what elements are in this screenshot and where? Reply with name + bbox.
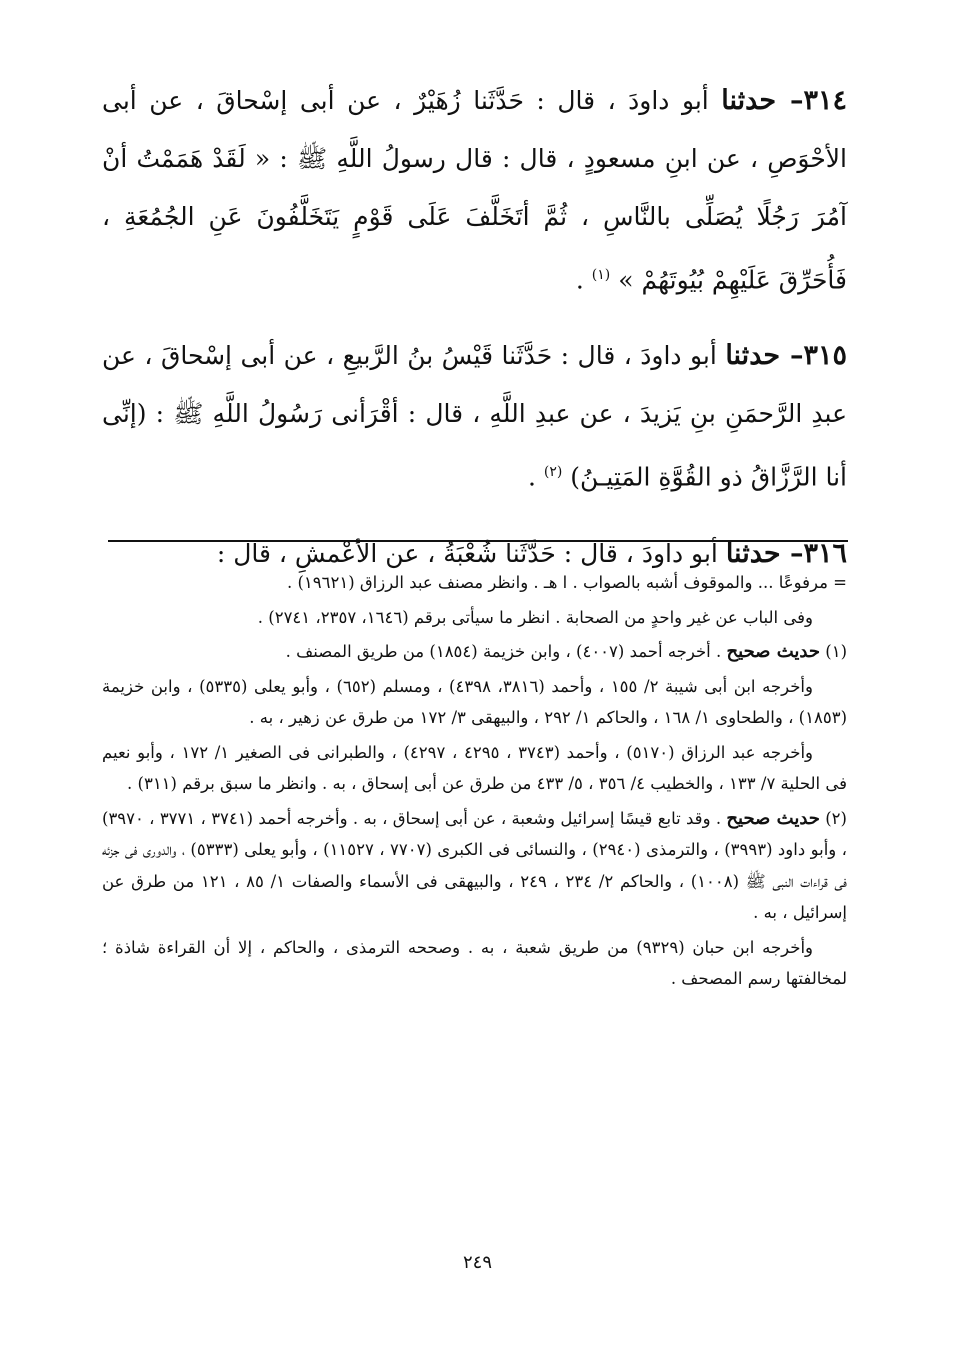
footnote-grade: حديث صحيح [726,807,820,829]
footnote-number: (١) [825,642,847,661]
hadith-lead: – حدثنا [721,85,804,116]
footnote-text: وقد تابع قيسًا إسرائيل وشعبة ، عن أبى إسحاق ، به . وأخرجه أحمد (٣٧٤١ ، ٣٧٧١ ، ٣٩٧٠) ، وأبو داود (٣٩٩٣) ، والترمذى (٢٩٤٠) ، والنسائى فى الكبرى (٧٧٠٧ ، ١١٥٢٧) ، وأبو يعلى (٥٣٣٣) ، والدورى فى جزئه فى قراءات النبى ﷺ (١٠٠٨) ، والحاكم ٢/ ٢٣٤ ، ٢٤٩ ، والبيهقى فى الأسماء والصفات ١/ ٨٥ ، ١٢١ من طرق عن إسرائيل ، به . [102,808,847,922]
footnote-marker: (٢) [543,464,563,481]
hadith-315 [102,327,847,506]
hadith-end: . [527,462,544,492]
footnote-text: أخرجه أحمد (٤٠٠٧) ، وابن خزيمة (١٨٥٤) من طريق المصنف . [285,642,711,661]
hadith-number: ٣١٤ [803,85,847,116]
footnote-grade: حديث صحيح [726,641,820,662]
footnote-continued: = مرفوعًا ... والموقوف أشبه بالصواب . ا هـ . وانظر مصنف عبد الرزاق (١٩٦٢١) . [286,573,847,592]
footnote-paragraph: وأخرجه ابن أبى شيبة ٢/ ١٥٥ ، وأحمد (٣٨١٦، ٤٣٩٨) ، ومسلم (٦٥٢) ، وأبو يعلى (٥٣٣٥) ، وابن خزيمة (١٨٥٣) ، والطحاوى ١/ ١٦٨ ، والحاكم ١/ ٢٩٢ ، والبيهقى ٣/ ١٧٢ من طرق عن زهير ، به . [102,676,847,727]
main-text [102,72,847,601]
footnote-2: (٢) حديث صحيح . وقد تابع قيسًا إسرائيل وشعبة ، عن أبى إسحاق ، به . وأخرجه أحمد (٣٧٤١ ، ٣٧٧١ ، ٣٩٧٠) ، وأبو داود (٣٩٩٣) ، والترمذى (٢٩٤٠) ، والنسائى فى الكبرى (٧٧٠٧ ، ١١٥٢٧) ، وأبو يعلى (٥٣٣٣) ، والدورى فى جزئه فى قراءات النبى ﷺ (١٠٠٨) ، والحاكم ٢/ ٢٣٤ ، ٢٤٩ ، والبيهقى فى الأسماء والصفات ١/ ٨٥ ، ١٢١ من طرق عن إسرائيل ، به . [102,807,847,922]
footnote-paragraph: وفى الباب عن غير واحدٍ من الصحابة . انظر ما سيأتى برقم (١٦٤٦، ٢٣٥٧، ٢٧٤١) . [257,607,813,627]
hadith-text: أبو داودَ ، قال : حَدَّثَنا قَيْسُ بنُ الرَّبيعِ ، عن أبى إسْحاقَ ، عن عبدِ الرَّحمَنِ بنِ يَزيدَ ، عن عبدِ اللَّهِ ، قال : أقْرَأنى رَسُولُ اللَّهِ ﷺ : (إنِّى أنا الرَّزَّاقُ ذو القُوَّةِ المَتِيـنُ) [102,341,847,492]
hadith-end: . [575,265,592,295]
footnote-paragraph: وأخرجه ابن حبان (٩٣٢٩) من طريق شعبة ، به . وصححه الترمذى ، والحاكم ، إلا أن القراءة شاذة ؛ لمخالفتها رسم المصحف . [102,937,847,988]
hadith-text: أبو داودَ ، قال : حَدَّثَنا زُهَيْرٌ ، عن أبى إسْحاقَ ، عن أبى الأحْوَصِ ، عن ابنِ مسعودٍ ، قال : قال رسولُ اللَّهِ ﷺ : « لَقَدْ هَمَمْتُ أنْ آمُرَ رَجُلًا يُصَلِّى بالنَّاسِ ، ثُمَّ أتَخَلَّفَ عَلَى قَوْمٍ يَتَخَلَّفُونَ عَنِ الجُمُعَةِ ، فَأُحَرِّقَ عَلَيْهِمْ بُيُوتَهُمْ » [102,86,847,295]
footnote-paragraph: وأخرجه عبد الرزاق (٥١٧٠) ، وأحمد (٣٧٤٣ ، ٤٢٩٥ ، ٤٢٩٧) ، والطبرانى فى الصغير ١/ ١٧٢ ، وأبو نعيم فى الحلية ٧/ ١٣٣ ، والخطيب ٤/ ٣٥٦ ، ٥/ ٤٣٣ من طرق عن أبى إسحاق ، به . وانظر ما سبق برقم (٣١١) . [102,742,847,793]
footnote-number: (٢) [825,808,847,828]
page-number: ٢٤٩ [462,1252,492,1273]
footnote-separator [108,540,848,542]
footnotes [102,567,847,998]
footnote-marker: (١) [591,267,611,283]
hadith-text: أبو داودَ ، قال : حَدَّثَنا شُعْبَةُ ، عن الأعْمشِ ، قال : [216,538,726,568]
hadith-lead: – حدثنا [725,537,804,569]
hadith-314 [102,72,847,309]
hadith-number: ٣١٦ [803,537,847,569]
hadith-lead: – حدثنا [725,340,804,372]
hadith-number: ٣١٥ [803,340,847,372]
footnote-1: (١) حديث صحيح . أخرجه أحمد (٤٠٠٧) ، وابن خزيمة (١٨٥٤) من طريق المصنف . [285,641,847,662]
